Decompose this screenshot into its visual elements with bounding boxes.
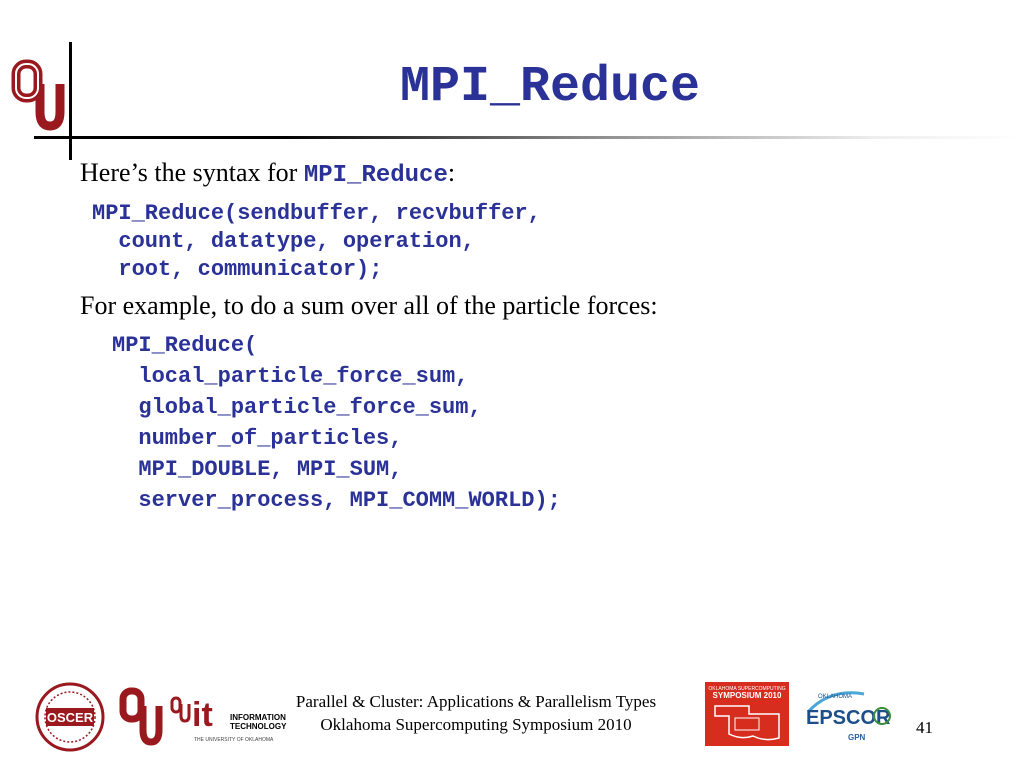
page-number: 41 <box>916 718 933 737</box>
code-line: number_of_particles, <box>112 426 403 451</box>
it-caption-line-1: INFORMATION <box>230 713 286 722</box>
header-vertical-rule <box>69 42 72 160</box>
example-code-block <box>112 330 561 516</box>
symposium-header-text: OKLAHOMA SUPERCOMPUTING <box>708 686 786 692</box>
syntax-intro-text: Here’s the syntax for <box>80 158 304 187</box>
code-line: MPI_Reduce(sendbuffer, recvbuffer, <box>92 201 541 226</box>
example-intro: For example, to do a sum over all of the particle forces: <box>80 291 658 320</box>
code-line: global_particle_force_sum, <box>112 395 482 420</box>
syntax-code-block <box>92 200 541 284</box>
it-logo-text: it <box>192 696 213 734</box>
oscer-logo-text: OSCER <box>46 710 94 725</box>
epscor-logo-text: EPSCOR <box>806 707 891 729</box>
header-horizontal-rule <box>34 136 1024 139</box>
code-line: count, datatype, operation, <box>92 229 475 254</box>
footer-text <box>258 690 694 736</box>
code-line: local_particle_force_sum, <box>112 364 469 389</box>
oscer-seal-logo <box>24 682 116 752</box>
footer-line-2: Oklahoma Supercomputing Symposium 2010 <box>320 715 632 734</box>
symposium-2010-logo <box>705 682 789 746</box>
footer-line-1: Parallel & Cluster: Applications & Parallelism Types <box>295 692 657 711</box>
code-line: root, communicator); <box>92 257 383 282</box>
gpn-logo-text: GPN <box>848 733 866 742</box>
ou-logo <box>10 58 66 134</box>
slide-title: MPI_Reduce <box>399 59 701 116</box>
symposium-title-text: SYMPOSIUM 2010 <box>712 691 782 700</box>
it-caption-line-2: TECHNOLOGY <box>230 722 287 731</box>
ou-footer-logo <box>118 686 164 748</box>
epscor-logo <box>800 682 902 746</box>
syntax-intro-colon: : <box>447 158 456 187</box>
epscor-small-text: OKLAHOMA <box>818 694 853 700</box>
code-line: MPI_Reduce( <box>112 333 258 358</box>
syntax-intro <box>80 158 455 191</box>
code-line: server_process, MPI_COMM_WORLD); <box>112 488 561 513</box>
code-line: MPI_DOUBLE, MPI_SUM, <box>112 457 403 482</box>
it-caption-line-3: THE UNIVERSITY OF OKLAHOMA <box>194 737 274 743</box>
syntax-intro-code: MPI_Reduce <box>303 162 448 189</box>
